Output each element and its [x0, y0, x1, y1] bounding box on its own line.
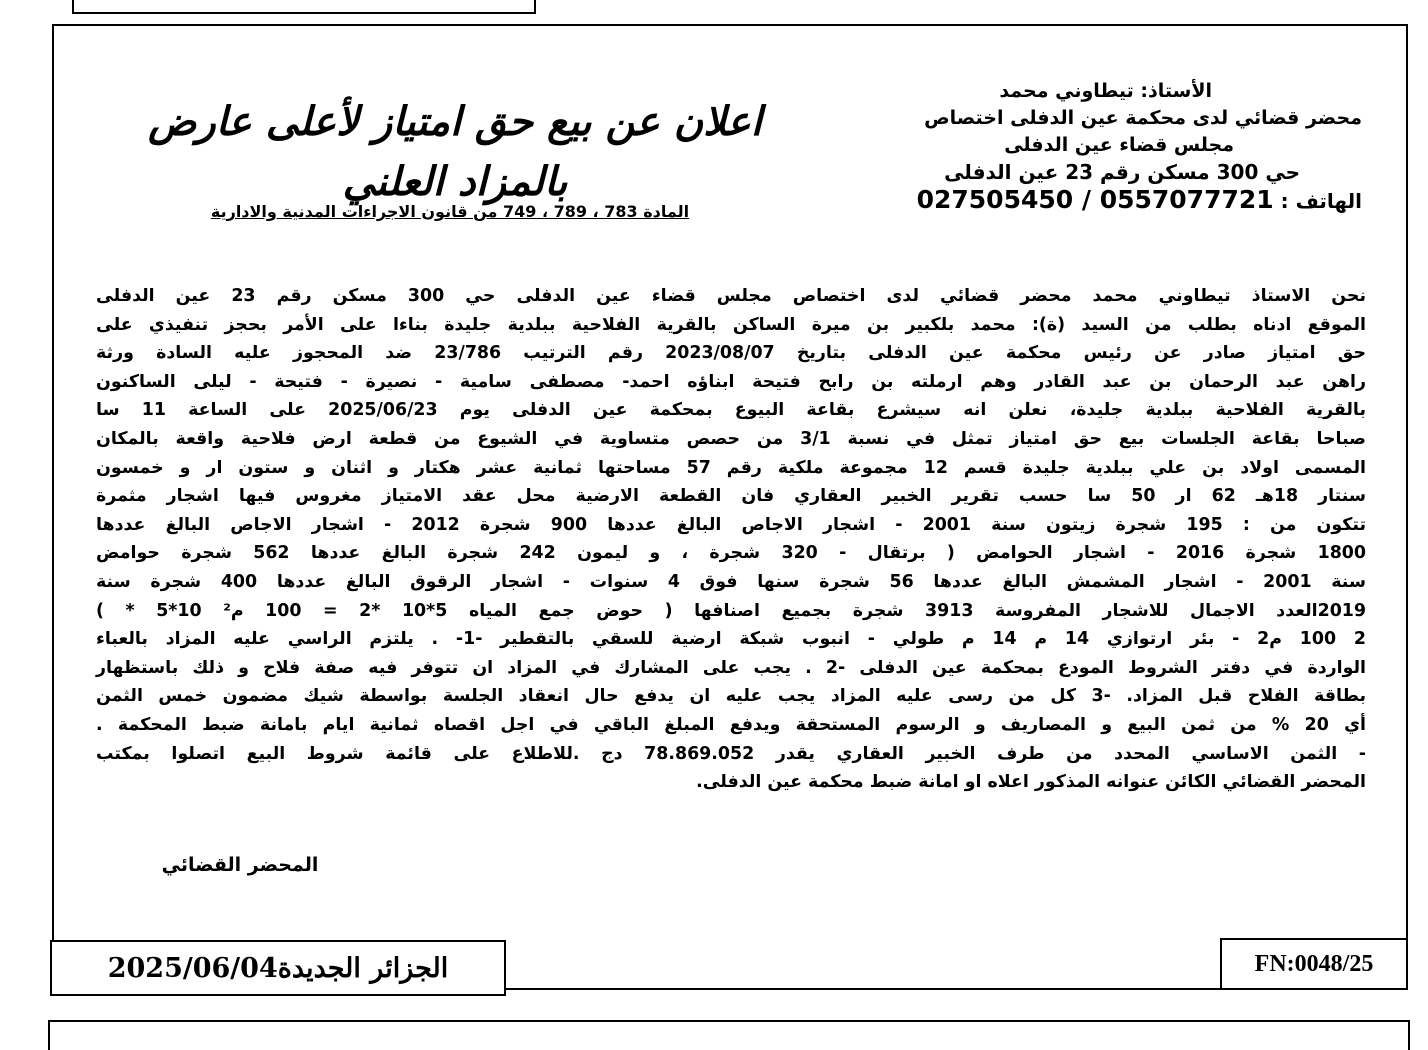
bailiff-address: حي 300 مسكن رقم 23 عين الدفلى — [944, 160, 1300, 184]
bailiff-title: محضر قضائي لدى محكمة عين الدفلى اختصاص — [924, 107, 1362, 129]
body-line: صباحا بقاعة الجلسات بيع حق امتياز تمثل في نسبة 3/1 من حصص متساوية في الشيوع من قطعة ارض فلاحية واقعة بالمكان — [96, 428, 1366, 449]
body-line: المحضر القضائي الكائن عنوانه المذكور اعلاه او امانة ضبط محكمة عين الدفلى. — [696, 772, 1366, 793]
newspaper-date: الجزائر الجديدة2025/06/04 — [107, 952, 449, 984]
announcement-title — [70, 92, 840, 212]
body-line: نحن الاستاذ تيطاوني محمد محضر قضائي لدى اختصاص مجلس قضاء عين الدفلى حي 300 مسكن رقم 23 عين الدفلى — [96, 286, 1366, 306]
body-line: حق امتياز صادر عن رئيس محكمة عين الدفلى بتاريخ 2023/08/07 رقم الترتيب 23/786 ضد المحجوز عليه السادة ورثة — [96, 343, 1366, 364]
bailiff-phone — [802, 186, 1362, 215]
body-line: 2 100 م2 - بئر ارتوازي 14 م 14 م طولي - انبوب شبكة ارضية للسقي بالتقطير -1- . يلتزم الراسي عليه المزاد بالعباء — [96, 629, 1366, 650]
bailiff-name: الأستاذ: تيطاوني محمد — [999, 80, 1212, 102]
title-line-1: اعلان عن بيع حق امتياز لأعلى عارض — [148, 98, 762, 145]
body-line: راهن عبد الرحمان بن عبد القادر وهم ارملته بن رابح فتيحة ابناؤه احمد- مصطفى سامية - نصيرة - فتيحة - ليلى الساكنون — [96, 371, 1366, 392]
bailiff-signature: المحضر القضائي — [161, 854, 319, 876]
body-line: أي 20 % من ثمن البيع و المصاريف و الرسوم المستحقة ويدفع المبلغ الباقي في اجل اقصاه ثمانية ايام بامانة ضبط المحكمة . — [96, 714, 1366, 735]
body-line: - الثمن الاساسي المحدد من طرف الخبير العقاري يقدر 78.869.052 دج .للاطلاع على قائمة شروط البيع اتصلوا بمكتب — [96, 743, 1367, 764]
newspaper-date-box — [50, 940, 506, 996]
previous-ad-border — [72, 0, 536, 14]
reference-number: FN:0048/25 — [1254, 950, 1374, 977]
bailiff-header — [802, 78, 1362, 215]
body-line: بالقرية الفلاحية ببلدية جليدة، نعلن انه سيشرع بقاعة البيوع بمحكمة عين الدفلى يوم 2025/06/23 على الساعة 11 سا — [96, 400, 1366, 421]
reference-box — [1220, 938, 1408, 990]
body-line: 1800 شجرة 2016 - اشجار الحوامض ( برتقال - 320 شجرة ، و ليمون 242 شجرة البالغ عددها 562 شجرة حوامض — [96, 543, 1366, 564]
body-line: الواردة في دفتر الشروط المودع بمحكمة عين الدفلى -2 . يجب على المشارك في المزاد ان تتوفر فيه صفة فلاح و ذلك باستظهار — [96, 657, 1366, 678]
body-line: المسمى اولاد بن علي ببلدية جليدة قسم 12 مجموعة ملكية رقم 57 مساحتها ثمانية عشر هكتار و اثنان و ستون ار و خمسون — [96, 457, 1366, 478]
body-line: سنة 2001 - اشجار المشمش البالغ عددها 56 شجرة سنها فوق 4 سنوات - اشجار الرقوق البالغ عددها 400 شجرة سنة — [96, 571, 1366, 592]
phone-label: الهاتف : — [1273, 189, 1362, 213]
body-line: 2019العدد الاجمال للاشجار المفروسة 3913 شجرة بجميع اصنافها ( حوض جمع المياه 5*10 *2 = 100 م² 10*5 * ) — [96, 600, 1366, 621]
bailiff-jurisdiction: مجلس قضاء عين الدفلى — [1004, 134, 1234, 156]
body-line: تتكون من : 195 شجرة زيتون سنة 2001 - اشجار الاجاص البالغ عددها 900 شجرة 2012 - اشجار الاجاص البالغ عددها — [96, 514, 1366, 535]
title-line-2: بالمزاد العلني — [342, 158, 568, 205]
announcement-body — [96, 282, 1366, 797]
next-ad-border — [48, 1020, 1410, 1050]
body-line: الموقع ادناه بطلب من السيد (ة): محمد بلكبير بن ميرة الساكن بالقرية الفلاحية ببلدية جليدة بناءا على الأمر بحجز تنفيذي على — [96, 314, 1366, 335]
body-line: سنتار 18هـ 62 ار 50 سا حسب تقرير الخبير العقاري فان القطعة الارضية محل عقد الامتياز مغروس فيها اشجار مثمرة — [96, 486, 1366, 507]
legal-reference: المادة 783 ، 789 ، 749 من قانون الاجراءات المدنية والادارية — [210, 202, 690, 221]
phone-numbers: 0557077721 / 027505450 — [916, 185, 1274, 214]
body-line: بطاقة الفلاح قبل المزاد. -3 كل من رسى عليه المزاد يجب عليه ان يدفع حال انعقاد الجلسة بواسطة شيك مضمون خمس الثمن — [96, 686, 1366, 707]
